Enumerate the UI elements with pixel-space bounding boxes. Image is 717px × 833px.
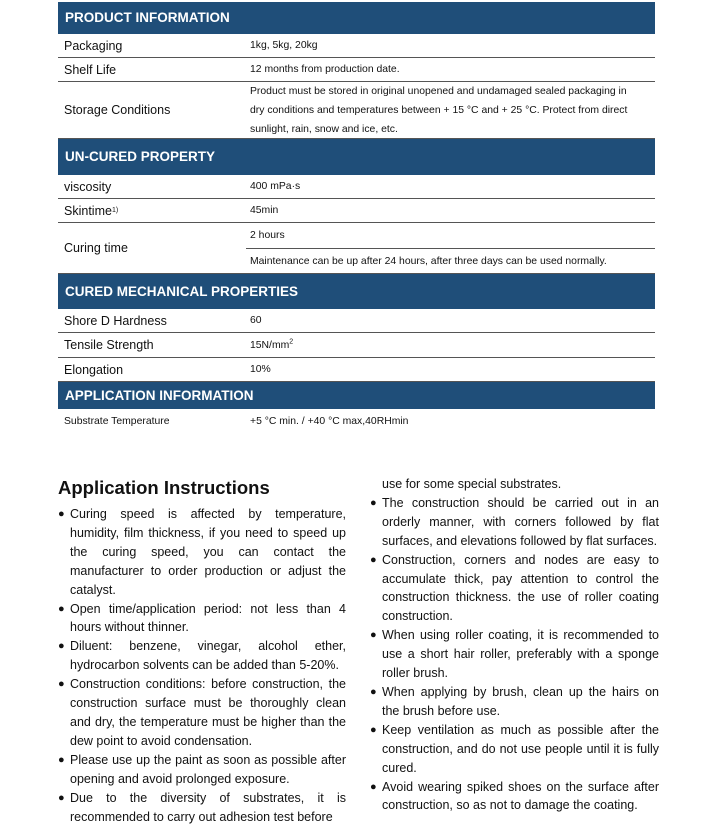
row-label: Shore D Hardness [64, 313, 167, 328]
bullet-icon: ● [370, 496, 377, 509]
table-row-curing-time [58, 223, 655, 274]
value-line: dry conditions and temperatures between + 15 °C and + 25 °C. Protect from direct [250, 104, 628, 116]
table-row-elongation [58, 358, 655, 382]
list-item-continuation: use for some special substrates. [382, 477, 562, 491]
row-value: 1kg, 5kg, 20kg [250, 40, 318, 51]
section-heading-product-information: PRODUCT INFORMATION [58, 2, 655, 34]
item-text: Construction conditions: before construction, the construction surface must be thoroughly clean and dry, the temperature must be higher than the dew point to avoid condensation. [70, 677, 346, 748]
list-item [58, 789, 346, 827]
table-row-packaging [58, 34, 655, 58]
section-heading-uncured-property: UN-CURED PROPERTY [58, 139, 655, 175]
bullet-icon: ● [58, 791, 65, 804]
row-value: 400 mPa·s [250, 181, 301, 192]
bullet-icon: ● [58, 602, 65, 615]
tensile-value: 15N/mm [250, 339, 290, 351]
list-item [58, 675, 346, 751]
skintime-label: Skintime [64, 203, 112, 218]
item-text: Curing speed is affected by temperature, humidity, film thickness, if you need to speed up the curing speed, you can contact the manufacturer to order production or adjust the catalyst. [70, 507, 346, 597]
row-value [246, 82, 655, 138]
bullet-icon: ● [370, 780, 377, 793]
row-value: +5 °C min. / +40 °C max,40RHmin [250, 416, 409, 427]
bullet-icon: ● [58, 678, 65, 691]
row-label: viscosity [64, 179, 112, 194]
list-item [370, 626, 659, 683]
item-text: Due to the diversity of substrates, it is recommended to carry out adhesion test before [70, 790, 346, 824]
list-item [58, 505, 346, 600]
bullet-icon: ● [58, 753, 65, 766]
table-row-shore [58, 309, 655, 333]
row-value: 60 [250, 315, 262, 326]
item-text: Please use up the paint as soon as possible after opening and avoid prolonged exposure. [70, 752, 346, 786]
row-label: Shelf Life [64, 62, 117, 77]
item-text: The construction should be carried out in an orderly manner, with corners followed by flat surfaces, and elevations followed by flat surfaces. [382, 495, 659, 548]
row-label: Skintime 1) [64, 203, 119, 218]
bullet-icon: ● [58, 640, 65, 653]
item-text: Keep ventilation as much as possible after the construction, and do not use people until it is fully cured. [382, 722, 659, 775]
table-row-storage-conditions [58, 82, 655, 139]
bullet-icon: ● [370, 685, 377, 698]
item-text: Diluent: benzene, vinegar, alcohol ether, hydrocarbon solvents can be added than 5-20%. [70, 639, 346, 673]
list-item [370, 551, 659, 627]
row-label: Tensile Strength [64, 338, 154, 352]
table-row-substrate-temperature [58, 409, 655, 434]
item-text: When applying by brush, clean up the hairs on the brush before use. [382, 684, 659, 718]
list-item [370, 494, 659, 551]
table-row-shelf-life [58, 58, 655, 82]
bullet-icon: ● [370, 629, 377, 642]
row-value [246, 223, 655, 273]
list-item [58, 637, 346, 675]
instructions-right-column [370, 475, 659, 815]
item-text: When using roller coating, it is recommended to use a short hair roller, preferably with a sponge roller brush. [382, 628, 659, 681]
application-instructions-title: Application Instructions [58, 477, 270, 498]
row-label: Storage Conditions [64, 103, 171, 117]
unit-superscript: 2 [289, 338, 294, 346]
value-line: Product must be stored in original unopened and undamaged sealed packaging in [250, 85, 627, 97]
curing-value-2: Maintenance can be up after 24 hours, after three days can be used normally. [246, 248, 655, 273]
table-row-skintime [58, 199, 655, 223]
section-heading-application-information: APPLICATION INFORMATION [58, 382, 655, 409]
bullet-icon: ● [370, 723, 377, 736]
list-item [370, 721, 659, 778]
item-text: Avoid wearing spiked shoes on the surface after construction, so as not to damage the coating. [382, 779, 659, 813]
table-row-tensile [58, 333, 655, 358]
bullet-icon: ● [58, 508, 65, 520]
row-value: 45min [250, 205, 279, 216]
list-item [370, 778, 659, 816]
table-row-viscosity [58, 175, 655, 199]
item-text: Open time/application period: not less than 4 hours without thinner. [70, 601, 346, 635]
list-item [58, 751, 346, 789]
list-item [58, 600, 346, 638]
section-heading-cured-mechanical: CURED MECHANICAL PROPERTIES [58, 274, 655, 309]
instructions-left-column [58, 505, 346, 826]
row-label: Elongation [64, 362, 124, 377]
row-label: Curing time [64, 241, 128, 255]
row-value: 12 months from production date. [250, 64, 400, 75]
value-line: sunlight, rain, snow and ice, etc. [250, 123, 398, 135]
row-value [246, 333, 655, 357]
list-item [370, 683, 659, 721]
spec-table [58, 2, 655, 434]
row-label: Packaging [64, 38, 123, 53]
row-value: 10% [250, 364, 271, 375]
item-text: Construction, corners and nodes are easy to accumulate thick, pay attention to control the construction thickness. the use of roller coating construction. [382, 552, 659, 624]
bullet-icon: ● [370, 553, 377, 566]
curing-value-1: 2 hours [250, 230, 285, 241]
row-label: Substrate Temperature [64, 416, 170, 427]
